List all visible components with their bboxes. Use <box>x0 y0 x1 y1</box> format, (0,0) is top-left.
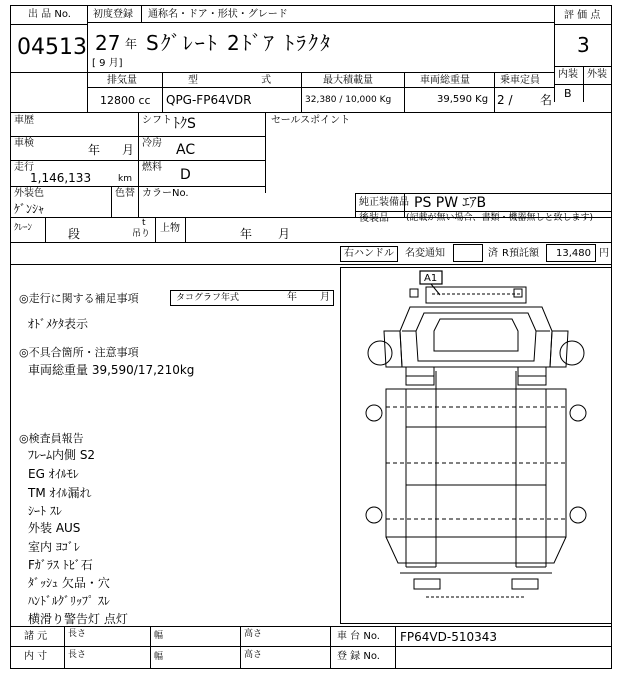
score-value: 3 <box>577 33 590 57</box>
lot-number: 04513 <box>17 35 87 60</box>
aftermarket-note: (記載が無い場合、書類・機器無しと致します) <box>406 213 594 223</box>
truck-diagram <box>340 267 612 624</box>
width-label: 幅 <box>154 652 164 662</box>
defects-line: 車両総重量 39,590/17,210kg <box>28 363 195 377</box>
cooling-value: AC <box>176 142 196 158</box>
interior-label: 内装 <box>558 69 578 80</box>
ext-color-value: ｹﾞﾝｼｬ <box>14 202 45 216</box>
color-no-label: カラーNo. <box>142 188 189 199</box>
reg-label: 登 録 No. <box>337 651 380 662</box>
plate-change-label: 名変通知 <box>405 248 445 259</box>
model-value: QPG-FP64VDR <box>166 93 252 107</box>
lift-year: 年 <box>240 227 253 241</box>
score-label: 評 価 点 <box>564 10 601 21</box>
mileage-label: 走行 <box>14 162 34 173</box>
inspector-item: ﾊﾝﾄﾞﾙｸﾞﾘｯﾌﾟ ｽﾚ <box>28 594 110 608</box>
inspector-item: 横滑り警告灯 点灯 <box>28 612 128 626</box>
genuine-equipment-value: PS PW ｴｱB <box>414 195 487 211</box>
chassis-label: 車 台 No. <box>337 631 380 642</box>
fuel-label: 燃料 <box>142 162 162 173</box>
inspector-item: TM ｵｲﾙ漏れ <box>28 486 92 500</box>
chassis-value: FP64VD-510343 <box>400 630 497 644</box>
gross-weight-label: 車両総重量 <box>420 75 470 86</box>
plate-change-box <box>453 244 483 262</box>
inspector-item: ｼｰﾄ ｽﾚ <box>28 504 62 518</box>
interior-dims-label: 内 寸 <box>24 651 48 662</box>
shift-label: シフト <box>142 115 172 126</box>
aftermarket-label: 後装品 <box>359 213 389 224</box>
lot-no-label: 出 品 No. <box>28 9 71 20</box>
reg-year: 27 <box>95 31 121 55</box>
inspector-title: ◎検査員報告 <box>19 432 84 445</box>
lift-month: 月 <box>278 227 291 241</box>
capacity-label: 乗車定員 <box>500 75 540 86</box>
odometer-note: ｵﾄﾞﾒｹﾀ表示 <box>28 317 89 331</box>
displacement-label: 排気量 <box>107 75 137 86</box>
crane-hoist: 吊り <box>132 229 151 239</box>
damage-marker: A1 <box>424 273 438 284</box>
recycle-prefix: 済 <box>488 248 498 259</box>
history-label: 車歴 <box>14 115 34 126</box>
inspector-item: ﾌﾚｰﾑ内側 S2 <box>28 448 96 462</box>
first-reg-label: 初度登録 <box>93 9 133 20</box>
tachograph-month: 月 <box>320 292 330 303</box>
capacity-unit: 名 <box>540 93 553 107</box>
handle-side: 右ハンドル <box>344 248 394 259</box>
lift-label: 上物 <box>160 223 180 234</box>
shift-value: ﾄｸS <box>173 116 196 132</box>
recycle-unit: 円 <box>599 248 609 259</box>
height-label: 高さ <box>244 629 263 639</box>
displacement-value: 12800 cc <box>100 94 151 107</box>
max-load-label: 最大積載量 <box>323 75 373 86</box>
mileage-value: 1,146,133 <box>30 171 92 185</box>
exterior-label: 外装 <box>587 69 607 80</box>
inspection-label: 車検 <box>14 138 34 149</box>
length-label: 長さ <box>68 629 87 639</box>
inspector-item: ﾀﾞｯｼｭ 欠品・穴 <box>28 576 110 590</box>
vehicle-name: Sｸﾞﾚｰﾄ 2ﾄﾞｱ ﾄﾗｸﾀ <box>146 31 333 55</box>
tachograph-label: タコグラフ年式 <box>176 293 240 303</box>
dims-label: 諸 元 <box>24 631 48 642</box>
max-load-value: 32,380 / 10,000 Kg <box>305 95 392 105</box>
defects-title: ◎不具合箇所・注意事項 <box>19 346 139 359</box>
capacity-num: 2 / <box>497 93 513 107</box>
recycle-value: 13,480 <box>556 248 591 259</box>
reg-month: [ 9 月] <box>92 58 123 69</box>
inspector-item: 外装 AUS <box>28 521 81 535</box>
ext-color-label: 外装色 <box>14 188 44 199</box>
inspector-item: Fｶﾞﾗｽ ﾄﾋﾞ石 <box>28 558 93 572</box>
mileage-note-title: ◎走行に関する補足事項 <box>19 292 139 305</box>
model-label: 型 式 <box>188 75 272 86</box>
length-label: 長さ <box>68 650 87 660</box>
gross-weight-value: 39,590 Kg <box>437 94 489 105</box>
sales-point-label: セールスポイント <box>271 115 351 126</box>
crane-ton: t <box>142 218 146 228</box>
inspection-month: 月 <box>122 143 135 157</box>
crane-label: ｸﾚｰﾝ <box>14 223 33 233</box>
inspection-year: 年 <box>88 143 101 157</box>
reg-year-unit: 年 <box>125 37 138 51</box>
color-change-label: 色替 <box>115 188 135 199</box>
inspector-item: EG ｵｲﾙﾓﾚ <box>28 467 79 481</box>
cooling-label: 冷房 <box>142 138 162 149</box>
interior-grade: B <box>564 87 572 100</box>
genuine-equipment-label: 純正装備品 <box>359 197 409 208</box>
name-label: 通称名・ドア・形状・グレード <box>148 9 288 20</box>
crane-stage: 段 <box>68 227 81 241</box>
height-label: 高さ <box>244 650 263 660</box>
tachograph-year: 年 <box>287 292 297 303</box>
inspector-item: 室内 ﾖｺﾞﾚ <box>28 540 80 554</box>
recycle-label: R預託額 <box>502 248 539 259</box>
mileage-unit: km <box>118 174 132 184</box>
fuel-value: D <box>180 167 191 183</box>
width-label: 幅 <box>154 631 164 641</box>
